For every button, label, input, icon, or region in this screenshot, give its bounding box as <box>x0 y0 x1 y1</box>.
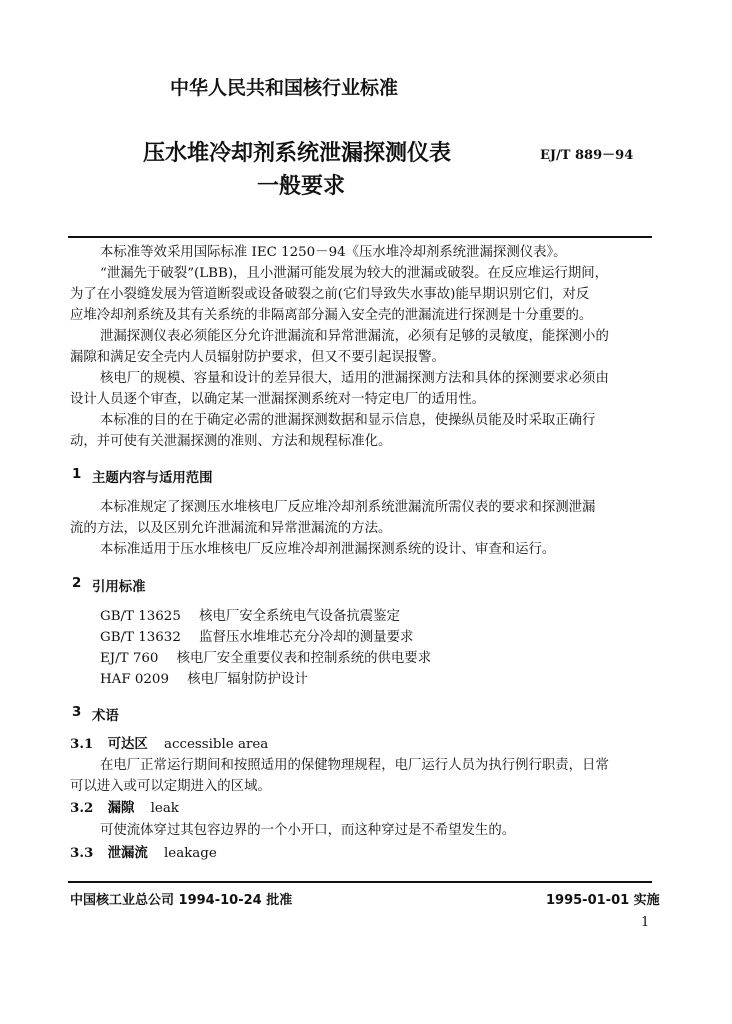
reference-item <box>100 669 308 690</box>
intro-line: 本标准的目的在于确定必需的泄漏探测数据和显示信息，使操纵员能及时采取正确行 <box>100 413 596 428</box>
term-number: 3.2 <box>70 800 94 816</box>
intro-line: 漏隙和满足安全壳内人员辐射防护要求，但又不要引起误报警。 <box>70 350 445 365</box>
term-3-1 <box>70 734 268 755</box>
term-definition-line: 可使流体穿过其包容边界的一个小开口，而这种穿过是不希望发生的。 <box>100 823 516 838</box>
reference-title: 核电厂安全重要仪表和控制系统的供电要求 <box>176 651 432 666</box>
section-2-title: 引用标准 <box>92 580 146 595</box>
reference-code: EJ/T 760 <box>100 651 159 666</box>
reference-item <box>100 648 431 669</box>
section-2-number: 2 <box>72 576 82 591</box>
document-title-line2: 一般要求 <box>257 174 346 199</box>
section-3-title: 术语 <box>92 709 119 724</box>
standard-code: EJ/T 889－94 <box>540 148 634 163</box>
term-number: 3.3 <box>70 845 94 861</box>
effective-date: 1995-01-01 实施 <box>546 893 660 908</box>
term-english: leak <box>150 801 179 816</box>
footer-rule <box>68 881 652 883</box>
reference-title: 核电厂安全系统电气设备抗震鉴定 <box>199 609 400 624</box>
term-name: 漏隙 <box>107 801 135 816</box>
header-rule <box>68 236 652 238</box>
intro-line: 为了在小裂缝发展为管道断裂或设备破裂之前(它们导致失水事故)能早期识别它们，对反 <box>70 287 590 302</box>
reference-code: HAF 0209 <box>100 672 169 687</box>
term-english: leakage <box>164 846 217 861</box>
term-number: 3.1 <box>70 736 94 752</box>
reference-title: 核电厂辐射防护设计 <box>187 672 308 687</box>
intro-line: 泄漏探测仪表必须能区分允许泄漏流和异常泄漏流，必须有足够的灵敏度，能探测小的 <box>100 329 609 344</box>
intro-line: “泄漏先于破裂”(LBB)，且小泄漏可能发展为较大的泄漏或破裂。在反应堆运行期间， <box>100 266 608 281</box>
approval-statement: 中国核工业总公司 1994-10-24 批准 <box>70 893 293 908</box>
section-1-line: 流的方法，以及区别允许泄漏流和异常泄漏流的方法。 <box>70 521 392 536</box>
term-name: 泄漏流 <box>107 846 148 861</box>
reference-item <box>100 627 413 648</box>
page-number: 1 <box>641 915 650 930</box>
term-english: accessible area <box>164 737 269 752</box>
section-1-line: 本标准适用于压水堆核电厂反应堆冷却剂泄漏探测系统的设计、审查和运行。 <box>100 542 556 557</box>
section-1-title: 主题内容与适用范围 <box>92 471 213 486</box>
term-3-3 <box>70 843 217 864</box>
intro-line: 应堆冷却剂系统及其有关系统的非隔离部分漏入安全壳的泄漏流进行探测是十分重要的。 <box>70 308 593 323</box>
term-definition-line: 在电厂正常运行期间和按照适用的保健物理规程，电厂运行人员为执行例行职责，日常 <box>100 758 609 773</box>
intro-line: 动，并可使有关泄漏探测的准则、方法和规程标准化。 <box>70 434 392 449</box>
term-3-2 <box>70 798 179 819</box>
standard-category: 中华人民共和国核行业标准 <box>170 77 399 99</box>
section-3-number: 3 <box>72 705 82 720</box>
intro-line: 核电厂的规模、容量和设计的差异很大，适用的泄漏探测方法和具体的探测要求必须由 <box>100 371 609 386</box>
reference-title: 监督压水堆堆芯充分冷却的测量要求 <box>199 630 414 645</box>
reference-code: GB/T 13625 <box>100 609 181 624</box>
term-definition-line: 可以进入或可以定期进入的区域。 <box>70 779 271 794</box>
reference-code: GB/T 13632 <box>100 630 181 645</box>
section-1-number: 1 <box>72 467 82 482</box>
document-title-line1: 压水堆冷却剂系统泄漏探测仪表 <box>143 141 452 166</box>
term-name: 可达区 <box>107 737 148 752</box>
section-1-line: 本标准规定了探测压水堆核电厂反应堆冷却剂系统泄漏流所需仪表的要求和探测泄漏 <box>100 500 596 515</box>
reference-item <box>100 606 400 627</box>
intro-line: 设计人员逐个审查，以确定某一泄漏探测系统对一特定电厂的适用性。 <box>70 392 486 407</box>
intro-line: 本标准等效采用国际标准 IEC 1250－94《压水堆冷却剂系统泄漏探测仪表》。 <box>100 245 567 260</box>
